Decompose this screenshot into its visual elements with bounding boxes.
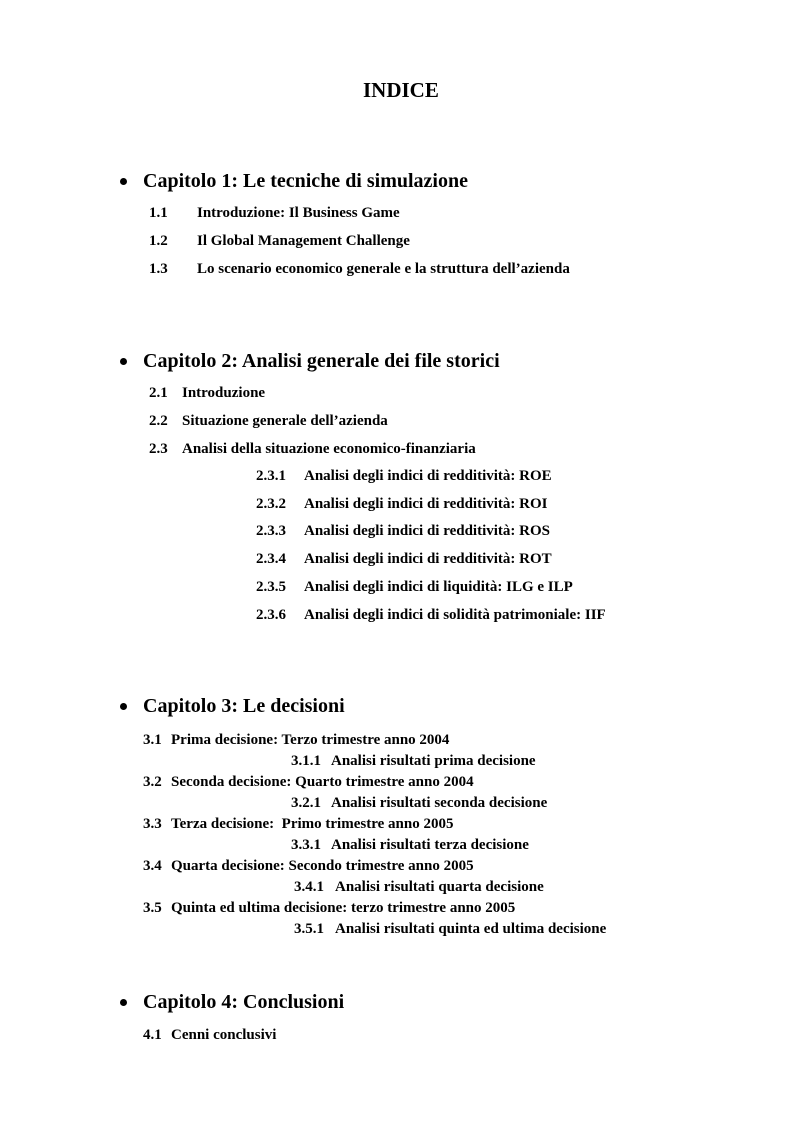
subsection-number: 2.3.3 [256, 523, 286, 539]
subsection-number: 3.2.1 [291, 795, 321, 811]
toc-entry [0, 412, 794, 430]
section-title: Introduzione: Il Business Game [197, 205, 400, 221]
section-title: Situazione generale dell’azienda [182, 413, 388, 429]
toc-subentry [0, 794, 794, 812]
toc-entry [0, 384, 794, 402]
toc-subentry [0, 578, 794, 596]
section-title: Terza decisione: Primo trimestre anno 2005 [171, 816, 454, 832]
subsection-title: Analisi degli indici di redditività: ROS [304, 523, 551, 539]
section-number: 3.2 [143, 774, 162, 790]
toc-entry [0, 260, 794, 278]
section-title: Seconda decisione: Quarto trimestre anno 2004 [171, 774, 474, 790]
subsection-title: Analisi degli indici di redditività: ROE [304, 468, 552, 484]
toc-subentry [0, 836, 794, 854]
section-number: 2.3 [149, 441, 168, 457]
section-number: 3.5 [143, 900, 162, 916]
subsection-number: 3.1.1 [291, 753, 321, 769]
section-number: 1.3 [149, 261, 168, 277]
chapter-heading: Capitolo 1: Le tecniche di simulazione [143, 170, 468, 192]
section-title: Cenni conclusivi [171, 1027, 277, 1043]
subsection-title: Analisi degli indici di solidità patrimoniale: IIF [304, 607, 606, 623]
subsection-title: Analisi risultati seconda decisione [331, 795, 548, 811]
toc-subentry [0, 495, 794, 513]
section-number: 2.1 [149, 385, 168, 401]
toc-entry [0, 440, 794, 458]
section-number: 4.1 [143, 1027, 162, 1043]
bullet-icon [120, 999, 127, 1006]
toc-entry [0, 731, 794, 749]
bullet-icon [120, 178, 127, 185]
toc-subentry [0, 467, 794, 485]
section-title: Analisi della situazione economico-finanziaria [182, 441, 476, 457]
toc-entry [0, 232, 794, 250]
toc-subentry [0, 522, 794, 540]
toc-subentry [0, 920, 794, 938]
toc-entry [0, 204, 794, 222]
toc-subentry [0, 550, 794, 568]
toc-entry [0, 773, 794, 791]
subsection-title: Analisi degli indici di redditività: ROI [304, 496, 548, 512]
section-title: Quarta decisione: Secondo trimestre anno 2005 [171, 858, 474, 874]
section-title: Lo scenario economico generale e la struttura dell’azienda [197, 261, 570, 277]
chapter-heading: Capitolo 4: Conclusioni [143, 991, 345, 1013]
toc-entry [0, 1026, 794, 1044]
toc-entry [0, 815, 794, 833]
bullet-icon [120, 703, 127, 710]
section-number: 3.4 [143, 858, 162, 874]
chapter-heading: Capitolo 2: Analisi generale dei file storici [143, 350, 500, 372]
toc-entry [0, 857, 794, 875]
subsection-title: Analisi degli indici di liquidità: ILG e ILP [304, 579, 573, 595]
page-title: INDICE [363, 78, 439, 102]
section-title: Introduzione [182, 385, 266, 401]
section-number: 2.2 [149, 413, 168, 429]
toc-subentry [0, 878, 794, 896]
subsection-number: 2.3.6 [256, 607, 286, 623]
section-title: Prima decisione: Terzo trimestre anno 2004 [171, 732, 450, 748]
subsection-number: 3.3.1 [291, 837, 321, 853]
subsection-number: 2.3.4 [256, 551, 286, 567]
toc-subentry [0, 752, 794, 770]
subsection-title: Analisi risultati terza decisione [331, 837, 529, 853]
section-title: Quinta ed ultima decisione: terzo trimestre anno 2005 [171, 900, 516, 916]
subsection-number: 2.3.5 [256, 579, 286, 595]
subsection-number: 3.4.1 [294, 879, 324, 895]
subsection-title: Analisi risultati quarta decisione [335, 879, 544, 895]
subsection-number: 3.5.1 [294, 921, 324, 937]
bullet-icon [120, 358, 127, 365]
section-number: 1.1 [149, 205, 168, 221]
section-number: 1.2 [149, 233, 168, 249]
toc-subentry [0, 606, 794, 624]
section-title: Il Global Management Challenge [197, 233, 410, 249]
section-number: 3.3 [143, 816, 162, 832]
subsection-number: 2.3.1 [256, 468, 286, 484]
subsection-number: 2.3.2 [256, 496, 286, 512]
subsection-title: Analisi risultati prima decisione [331, 753, 536, 769]
subsection-title: Analisi risultati quinta ed ultima decisione [335, 921, 607, 937]
toc-entry [0, 899, 794, 917]
chapter-heading: Capitolo 3: Le decisioni [143, 695, 345, 717]
section-number: 3.1 [143, 732, 162, 748]
subsection-title: Analisi degli indici di redditività: ROT [304, 551, 552, 567]
